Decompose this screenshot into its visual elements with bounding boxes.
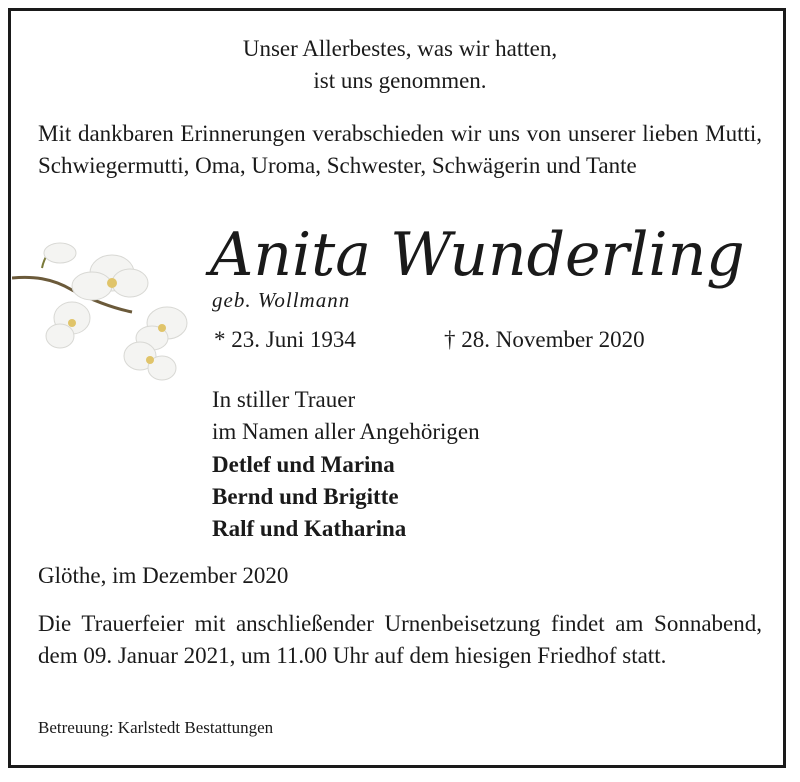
family-name: Bernd und Brigitte <box>212 484 399 509</box>
orchid-icon <box>12 228 192 398</box>
place-date: Glöthe, im Dezember 2020 <box>38 563 289 588</box>
funeral-notice: Die Trauerfeier mit anschließender Urnenbeisetzung findet am Sonnabend, dem 09. Januar 2021, um 11.00 Uhr auf dem hiesigen Friedhof statt. <box>38 611 762 668</box>
mourning-line-2: im Namen aller Angehörigen <box>212 419 480 444</box>
mourning-line-1: In stiller Trauer <box>212 387 356 412</box>
maiden-name: geb. Wollmann <box>212 288 351 312</box>
verse-line-2: ist uns genommen. <box>313 68 487 93</box>
family-name: Ralf und Katharina <box>212 516 407 541</box>
verse-line-1: Unser Allerbestes, was wir hatten, <box>242 36 558 61</box>
intro-text: Mit dankbaren Erinnerungen verabschieden wir uns von unserer lieben Mutti, Schwiegermutti, Oma, Uroma, Schwester, Schwägerin und Tante <box>38 121 762 178</box>
undertaker: Betreuung: Karlstedt Bestattungen <box>38 718 274 737</box>
death-date: † 28. November 2020 <box>444 327 645 352</box>
family-name: Detlef und Marina <box>212 452 395 477</box>
birth-date: * 23. Juni 1934 <box>214 327 356 352</box>
deceased-name: Anita Wunderling <box>210 220 745 290</box>
